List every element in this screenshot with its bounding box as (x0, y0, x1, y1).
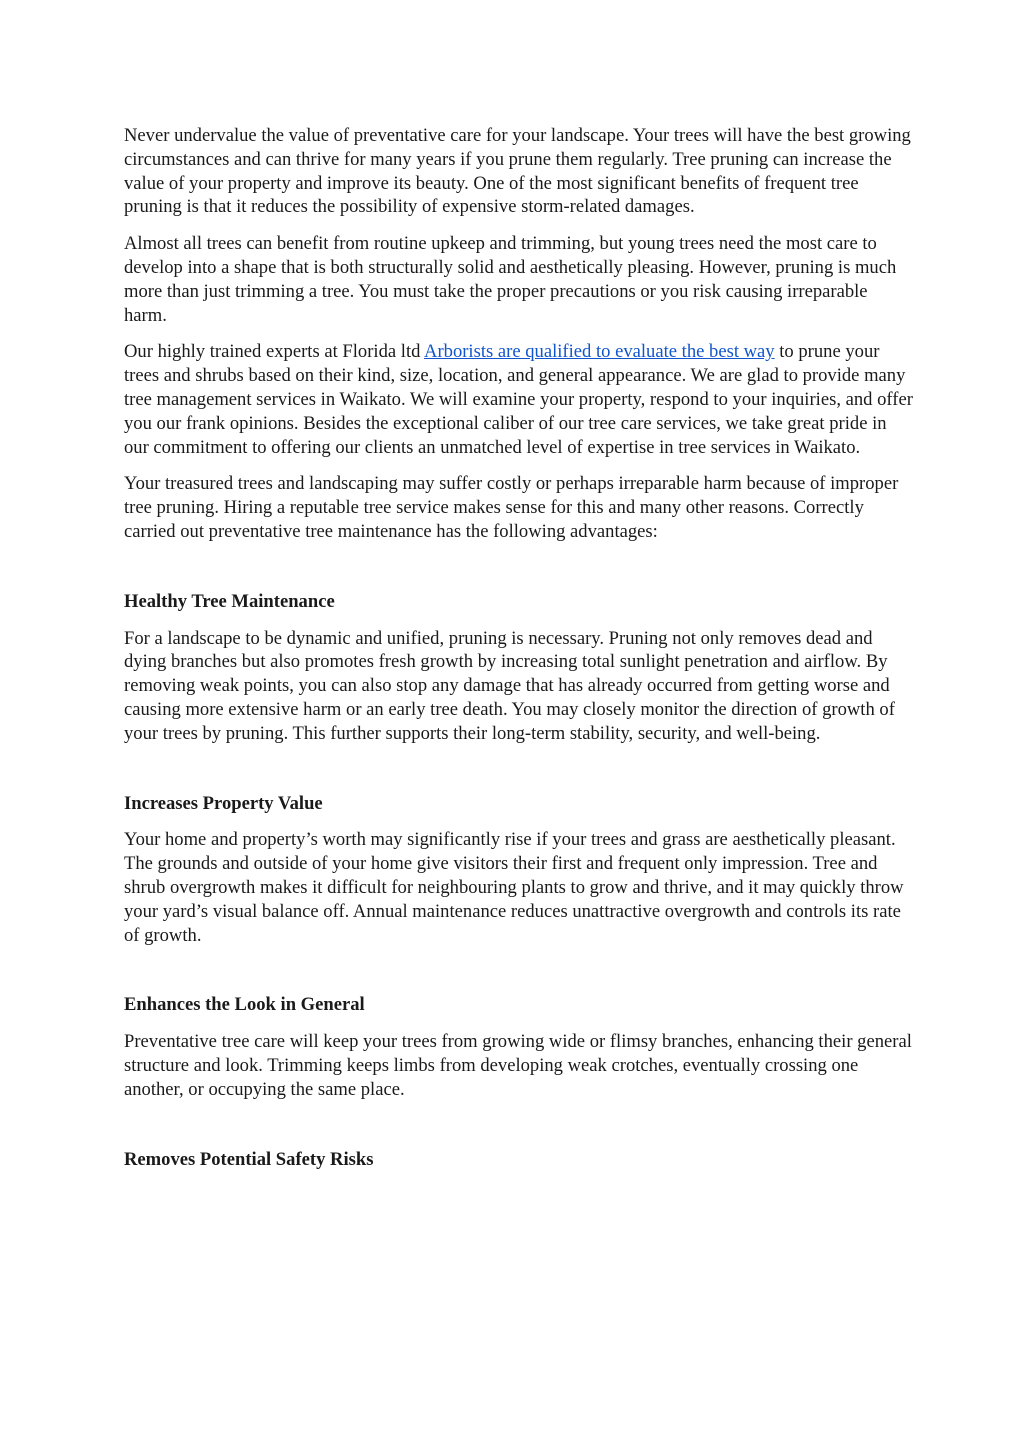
section-body-increases-property-value: Your home and property’s worth may significantly rise if your trees and grass are aesthetically pleasant. The grounds and outside of your home give visitors their first and frequent only impression. Tree and shrub overgrowth makes it difficult for neighbouring plants to grow and thrive, and it may quickly throw your yard’s visual balance off. Annual maintenance reduces unattractive overgrowth and controls its rate of growth. (124, 829, 904, 946)
intro-paragraph-4: Your treasured trees and landscaping may suffer costly or perhaps irreparable harm because of improper tree pruning. Hiring a reputable tree service makes sense for this and many other reasons. Correctly carried out preventative tree maintenance has the following advantages: (124, 473, 899, 542)
section-heading-enhances-look: Enhances the Look in General (124, 994, 365, 1016)
intro-paragraph-2: Almost all trees can benefit from routine upkeep and trimming, but young trees need the most care to develop into a shape that is both structurally solid and aesthetically pleasing. However, pruning is much more than just trimming a tree. You must take the proper precautions or you risk causing irreparable harm. (124, 233, 897, 326)
intro-paragraph-3-end: to prune your trees and shrubs based on their kind, size, location, and general appearance. We are glad to provide many tree management services in Waikato. We will examine your property, respond to your inquiries, and offer you our frank opinions. Besides the exceptional caliber of our tree care services, we take great pride in our commitment to offering our clients an unmatched level of expertise in tree services in Waikato. (124, 341, 913, 458)
document-page (124, 124, 914, 1184)
section-heading-removes-safety-risks: Removes Potential Safety Risks (124, 1148, 374, 1170)
intro-paragraph-3-start: Our highly trained experts at Florida ltd (124, 341, 425, 363)
section-heading-increases-property-value: Increases Property Value (124, 792, 323, 814)
section-body-healthy-tree-maintenance: For a landscape to be dynamic and unified, pruning is necessary. Pruning not only removes dead and dying branches but also promotes fresh growth by increasing total sunlight penetration and airflow. By removing weak points, you can also stop any damage that has already occurred from getting worse and causing more extensive harm or an early tree death. You may closely monitor the direction of growth of your trees by pruning. This further supports their long-term stability, security, and well-being. (124, 627, 895, 744)
intro-paragraph-1: Never undervalue the value of preventative care for your landscape. Your trees will have the best growing circumstances and can thrive for many years if you prune them regularly. Tree pruning can increase the value of your property and improve its beauty. One of the most significant benefits of frequent tree pruning is that it reduces the possibility of expensive storm-related damages. (124, 125, 911, 218)
arborists-link[interactable]: Arborists are qualified to evaluate the best way (424, 341, 775, 363)
section-body-enhances-look: Preventative tree care will keep your trees from growing wide or flimsy branches, enhancing their general structure and look. Trimming keeps limbs from developing weak crotches, eventually crossing one another, or occupying the same place. (124, 1031, 912, 1100)
intro-paragraph-3 (124, 340, 914, 459)
section-heading-healthy-tree-maintenance: Healthy Tree Maintenance (124, 590, 335, 612)
